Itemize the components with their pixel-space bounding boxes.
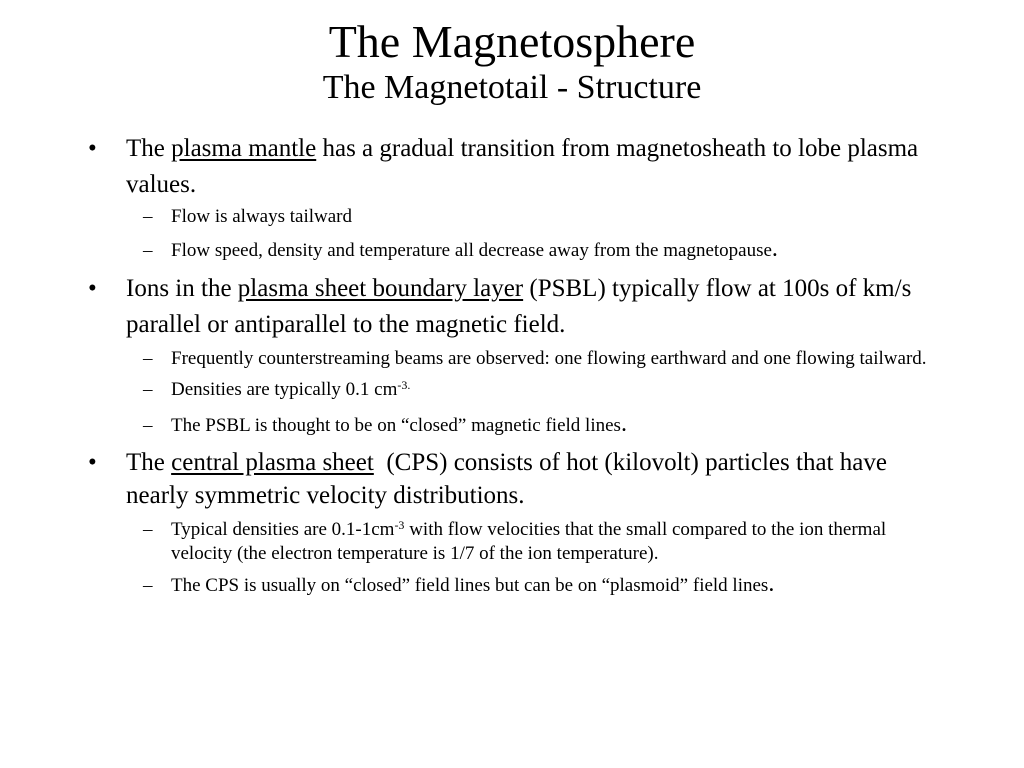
sub-bullet-text: Frequently counterstreaming beams are observed: one flowing earthward and one flowing tailward. xyxy=(171,348,927,369)
title-subtitle: The Magnetotail - Structure xyxy=(322,69,702,106)
sub-bullet-text: Flow is always tailward xyxy=(171,206,353,227)
sub-bullet xyxy=(88,411,948,438)
sub-bullet xyxy=(88,236,948,263)
term-plasma-mantle: plasma mantle xyxy=(171,135,317,162)
sub-bullet-text-after: with flow velocities that the small compared to the ion thermal velocity (the electron temperature is 1/7 of the ion temperature). xyxy=(171,519,887,564)
term-plasma-sheet-boundary-layer: plasma sheet boundary layer xyxy=(237,275,524,302)
sub-bullet-text: Typical densities are 0.1-1cm xyxy=(171,519,395,540)
bullet-text-post: (PSBL) typically flow at 100s of km/s parallel or antiparallel to the magnetic field. xyxy=(126,275,912,338)
sub-bullet-text: The CPS is usually on “closed” field lines but can be on “plasmoid” field lines xyxy=(171,575,769,596)
dash-marker: – xyxy=(143,415,153,436)
bullet-text-pre: Ions in the xyxy=(126,275,238,302)
bullet-text-pre: The xyxy=(126,449,172,476)
bullet-marker: • xyxy=(88,449,97,476)
sub-bullet xyxy=(88,347,948,371)
dash-marker: – xyxy=(143,206,153,227)
bullet-text-post: (CPS) consists of hot (kilovolt) particles that have nearly symmetric velocity distributions. xyxy=(126,449,887,509)
superscript: -3. xyxy=(397,378,411,392)
dash-marker: – xyxy=(143,379,153,400)
bullet-cps xyxy=(88,446,948,512)
superscript: -3 xyxy=(394,518,405,532)
sub-bullet xyxy=(88,378,948,402)
sub-bullet-text: Flow speed, density and temperature all decrease away from the magnetopause xyxy=(171,240,772,261)
sub-bullet-end: . xyxy=(771,236,778,262)
bullet-marker: • xyxy=(88,135,97,162)
dash-marker: – xyxy=(143,519,153,540)
bullet-marker: • xyxy=(88,275,97,302)
sub-bullet-end: . xyxy=(768,571,775,597)
bullet-psbl xyxy=(88,271,948,343)
sub-bullet-text: Densities are typically 0.1 cm xyxy=(171,379,398,400)
title-main: The Magnetosphere xyxy=(328,16,696,67)
sub-bullet xyxy=(88,518,948,566)
slide-title xyxy=(0,16,1024,108)
dash-marker: – xyxy=(143,348,153,369)
term-central-plasma-sheet: central plasma sheet xyxy=(171,449,374,476)
sub-bullet xyxy=(88,571,948,598)
dash-marker: – xyxy=(143,575,153,596)
sub-bullet-end: . xyxy=(620,411,627,437)
slide-body xyxy=(88,131,948,598)
dash-marker: – xyxy=(143,240,153,261)
sub-bullet xyxy=(88,205,948,229)
bullet-text-post: has a gradual transition from magnetosheath to lobe plasma values. xyxy=(126,135,919,198)
bullet-plasma-mantle xyxy=(88,131,948,203)
sub-bullet-text: The PSBL is thought to be on “closed” magnetic field lines xyxy=(171,415,621,436)
bullet-text-pre: The xyxy=(126,135,172,162)
